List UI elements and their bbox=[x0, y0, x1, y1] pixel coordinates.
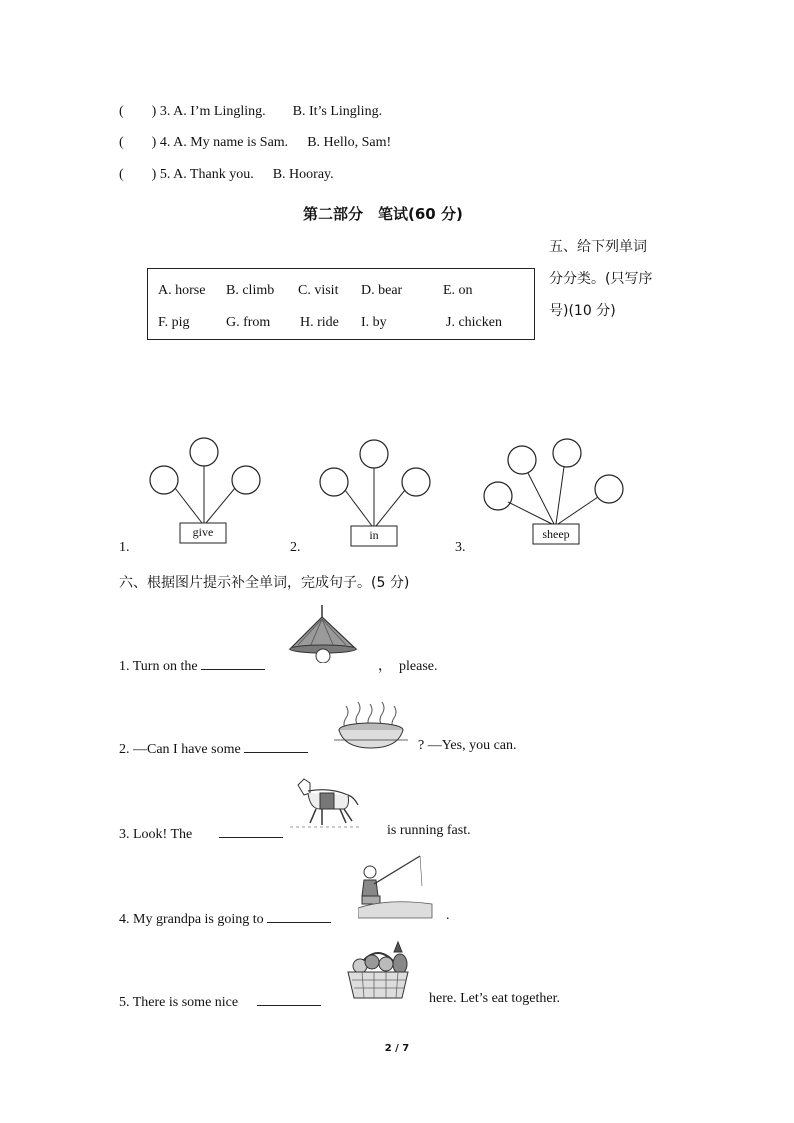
diagram-number: 3. bbox=[455, 540, 466, 555]
sentence-ending: is running fast. bbox=[387, 823, 471, 838]
section5-instruction-line: 分分类。(只写序 bbox=[549, 271, 653, 287]
soup-bowl-icon bbox=[334, 700, 408, 752]
word-option: G. from bbox=[226, 315, 271, 330]
word-option: I. by bbox=[361, 315, 387, 330]
section6-title: 六、根据图片提示补全单词，完成句子。(5 分) bbox=[119, 575, 410, 591]
word-option: H. ride bbox=[300, 315, 339, 330]
answer-circle[interactable] bbox=[402, 468, 430, 496]
fruit-basket-icon bbox=[342, 940, 414, 1002]
sentence-item: 4. My grandpa is going to bbox=[119, 908, 331, 928]
sentence-item: 2. ―Can I have some bbox=[119, 738, 308, 758]
answer-blank[interactable] bbox=[244, 738, 308, 753]
answer-circle[interactable] bbox=[150, 466, 178, 494]
sentence-item: 1. Turn on the bbox=[119, 655, 265, 675]
answer-blank[interactable] bbox=[267, 908, 331, 923]
section5-instruction-line: 号)(10 分) bbox=[549, 303, 616, 319]
listening-item: ( ) 3. A. I’m Lingling. B. It’s Lingling. bbox=[119, 104, 383, 119]
word-option: D. bear bbox=[361, 283, 403, 298]
answer-circle[interactable] bbox=[360, 440, 388, 468]
fishing-icon bbox=[358, 852, 434, 920]
answer-blank[interactable] bbox=[219, 823, 283, 838]
answer-circle[interactable] bbox=[190, 438, 218, 466]
answer-circle[interactable] bbox=[320, 468, 348, 496]
word-option: C. visit bbox=[298, 283, 339, 298]
sentence-item: 5. There is some nice bbox=[119, 991, 321, 1011]
answer-blank[interactable] bbox=[257, 991, 321, 1006]
word-box bbox=[147, 268, 535, 340]
horse-icon bbox=[290, 775, 362, 833]
sentence-ending: ? ―Yes, you can. bbox=[418, 738, 517, 753]
word-option: J. chicken bbox=[446, 315, 502, 330]
sentence-ending: ， please. bbox=[378, 659, 438, 674]
sentence-ending: here. Let’s eat together. bbox=[429, 991, 560, 1006]
answer-circle[interactable] bbox=[595, 475, 623, 503]
diagram-number: 1. bbox=[119, 540, 130, 555]
answer-blank[interactable] bbox=[201, 655, 265, 670]
answer-circle[interactable] bbox=[232, 466, 260, 494]
sentence-item: 3. Look! The bbox=[119, 823, 283, 843]
word-option: A. horse bbox=[158, 283, 206, 298]
page-number: 2 / 7 bbox=[384, 1043, 410, 1054]
listening-item: ( ) 4. A. My name is Sam. B. Hello, Sam! bbox=[119, 135, 392, 150]
answer-circle[interactable] bbox=[508, 446, 536, 474]
section5-instruction-line: 五、给下列单词 bbox=[549, 239, 647, 255]
answer-circle[interactable] bbox=[553, 439, 581, 467]
word-option: E. on bbox=[443, 283, 473, 298]
diagram-root-label: sheep bbox=[542, 527, 570, 541]
answer-circle[interactable] bbox=[484, 482, 512, 510]
listening-item: ( ) 5. A. Thank you. B. Hooray. bbox=[119, 167, 334, 182]
diagram-number: 2. bbox=[290, 540, 301, 555]
sentence-ending: . bbox=[446, 908, 450, 923]
diagram-root-label: give bbox=[192, 525, 214, 539]
word-option: F. pig bbox=[158, 315, 190, 330]
word-option: B. climb bbox=[226, 283, 275, 298]
lamp-icon bbox=[286, 605, 360, 663]
part-title: 第二部分 笔试(60 分) bbox=[303, 205, 463, 223]
diagram-root-label: in bbox=[369, 528, 379, 542]
